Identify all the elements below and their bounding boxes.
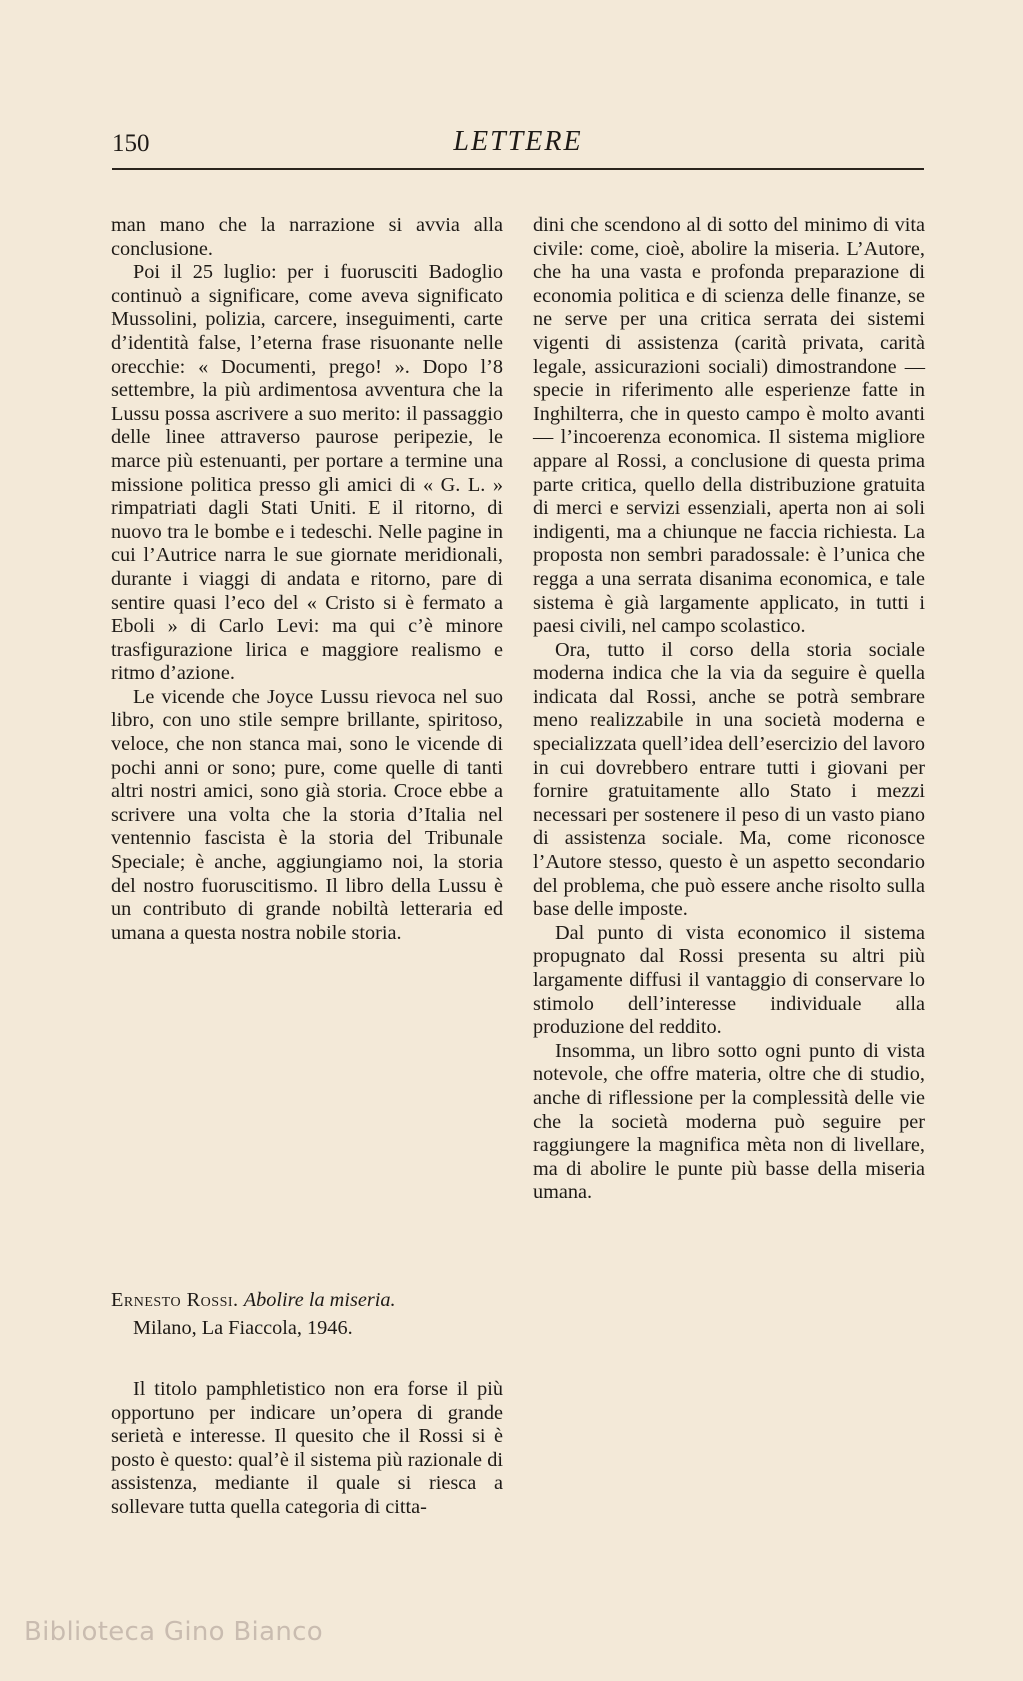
header-rule — [112, 168, 924, 170]
running-title: LETTERE — [453, 126, 583, 157]
library-watermark: Biblioteca Gino Bianco — [24, 1617, 323, 1647]
review-author: Ernesto Rossi. — [111, 1289, 239, 1311]
paragraph: Dal punto di vista economico il sistema propugnato dal Rossi presenta su altri più largamente diffusi il vantaggio di conservare lo stimolo dell’interesse individuale alla produzione del reddito. — [533, 921, 925, 1039]
page-number: 150 — [112, 130, 150, 157]
review-publication: Milano, La Fiaccola, 1946. — [133, 1317, 353, 1339]
paragraph: Il titolo pamphletistico non era forse il più opportuno per indicare un’opera di grande serietà e interesse. Il quesito che il Rossi si è posto è questo: qual’è il sistema più razionale di assistenza, mediante il quale si riesca a sollevare tutta quella categoria di citta- — [111, 1378, 503, 1518]
left-column — [111, 214, 503, 945]
paragraph: man mano che la narrazione si avvia alla conclusione. — [111, 214, 503, 260]
paragraph: Ora, tutto il corso della storia sociale moderna indica che la via da seguire è quella indicata dal Rossi, anche se potrà sembrare meno realizzabile in una società moderna e specializzata quell’idea dell’esercizio del lavoro in cui dovrebbero entrare tutti i giovani per fornire gratuitamente allo Stato i mezzi necessari per sostenere il peso di un vasto piano di assistenza sociale. Ma, come riconosce l’Autore stesso, questo è un aspetto secondario del problema, che può essere anche risolto sulla base delle imposte. — [533, 638, 925, 921]
paragraph: Poi il 25 luglio: per i fuorusciti Badoglio continuò a significare, come aveva significato Mussolini, polizia, carcere, inseguimenti, carte d’identità false, l’eterna frase risuonante nelle orecchie: « Documenti, prego! ». Dopo l’8 settembre, la più ardimentosa avventura che la Lussu possa ascrivere a suo merito: il passaggio delle linee attraverso paurose peripezie, le marce più estenuanti, per portare a termine una missione politica presso gli amici di « G. L. » rimpatriati dagli Stati Uniti. E il ritorno, di nuovo tra le bombe e i tedeschi. Nelle pagine in cui l’Autrice narra le sue giornate meridionali, durante i viaggi di andata e ritorno, pare di sentire quasi l’eco del « Cristo si è fermato a Eboli » di Carlo Levi: ma qui c’è minore trasfigurazione lirica e maggiore realismo e ritmo d’azione. — [111, 261, 503, 685]
paragraph: dini che scendono al di sotto del minimo di vita civile: come, cioè, abolire la miseria. L’Autore, che ha una vasta e profonda preparazione di economia politica e di scienza delle finanze, se ne serve per una critica serrata dei sistemi vigenti di assistenza (carità privata, carità legale, assicurazioni sociali) dimostrandone — specie in riferimento alle esperienze fatte in Inghilterra, che in questo campo è molto avanti — l’incoerenza economica. Il sistema migliore appare al Rossi, a conclusione di questa prima parte critica, quello della distribuzione gratuita di merci e servizi essenziali, aperta non ai soli indigenti, ma a chiunque ne faccia richiesta. La proposta non sembri paradossale: è l’unica che regga a una serrata disanima economica, e tale sistema è già largamente applicato, in tutti i paesi civili, nel campo scolastico. — [533, 214, 925, 638]
right-column — [533, 214, 925, 1205]
page-header — [112, 126, 924, 166]
review-citation — [111, 1286, 503, 1314]
review-opening — [111, 1378, 503, 1520]
review-book-title: Abolire la miseria. — [243, 1289, 396, 1311]
review-heading — [111, 1286, 503, 1342]
paragraph: Le vicende che Joyce Lussu rievoca nel suo libro, con uno stile sempre brillante, spiritoso, veloce, che non stanca mai, sono le vicende di pochi anni or sono; pure, come quelle di tanti altri nostri amici, sono già storia. Croce ebbe a scrivere una volta che la storia d’Italia nel ventennio fascista è la storia del Tribunale Speciale; è anche, aggiungiamo noi, la storia del nostro fuoruscitismo. Il libro della Lussu è un contributo di grande nobiltà letteraria ed umana a questa nostra nobile storia. — [111, 685, 503, 944]
paragraph: Insomma, un libro sotto ogni punto di vista notevole, che offre materia, oltre che di studio, anche di riflessione per la complessità delle vie che la società moderna può seguire per raggiungere la magnifica mèta non di livellare, ma di abolire le punte più basse della miseria umana. — [533, 1039, 925, 1204]
